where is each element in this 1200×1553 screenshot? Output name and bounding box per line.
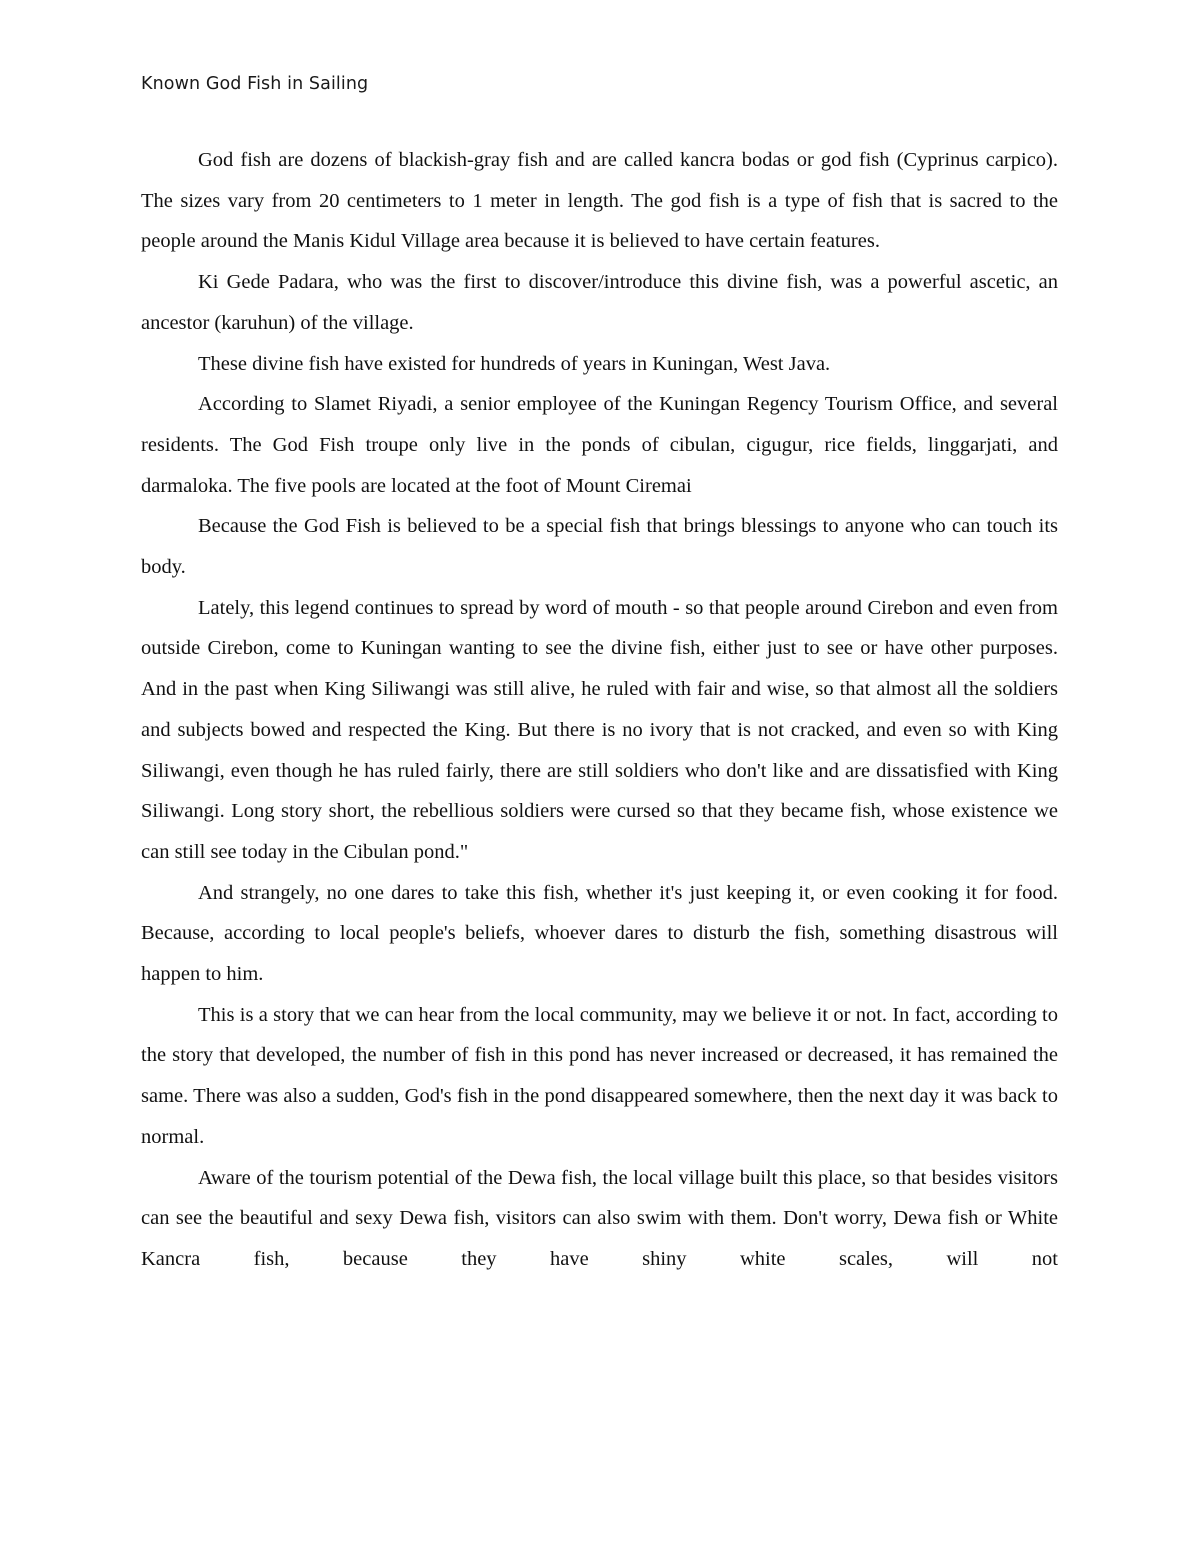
paragraph: Aware of the tourism potential of the Dewa fish, the local village built this place, so that besides visitors can see the beautiful and sexy Dewa fish, visitors can also swim with them. Don't worry, Dewa fish or White Kancra fish, because they have shiny white scales, will not xyxy=(141,1166,1058,1270)
paragraph: According to Slamet Riyadi, a senior employee of the Kuningan Regency Tourism Office, and several residents. The God Fish troupe only live in the ponds of cibulan, cigugur, rice fields, linggarjati, and darmaloka. The five pools are located at the foot of Mount Ciremai xyxy=(141,393,1058,497)
paragraph: This is a story that we can hear from the local community, may we believe it or not. In fact, according to the story that developed, the number of fish in this pond has never increased or decreased, it has remained the same. There was also a sudden, God's fish in the pond disappeared somewhere, then the next day it was back to normal. xyxy=(141,1003,1058,1148)
paragraph: Lately, this legend continues to spread by word of mouth - so that people around Cirebon and even from outside Cirebon, come to Kuningan wanting to see the divine fish, either just to see or have other purposes. And in the past when King Siliwangi was still alive, he ruled with fair and wise, so that almost all the soldiers and subjects bowed and respected the King. But there is no ivory that is not cracked, and even so with King Siliwangi, even though he has ruled fairly, there are still soldiers who don't like and are dissatisfied with King Siliwangi. Long story short, the rebellious soldiers were cursed so that they became fish, whose existence we can still see today in the Cibulan pond." xyxy=(141,596,1058,863)
paragraph: God fish are dozens of blackish-gray fish and are called kancra bodas or god fish (Cyprinus carpico). The sizes vary from 20 centimeters to 1 meter in length. The god fish is a type of fish that is sacred to the people around the Manis Kidul Village area because it is believed to have certain features. xyxy=(141,149,1058,253)
paragraph: Because the God Fish is believed to be a special fish that brings blessings to anyone who can touch its body. xyxy=(141,515,1058,579)
page-header: Known God Fish in Sailing xyxy=(141,74,369,94)
document-body xyxy=(141,140,1058,1280)
paragraph: These divine fish have existed for hundreds of years in Kuningan, West Java. xyxy=(198,352,831,375)
paragraph: And strangely, no one dares to take this fish, whether it's just keeping it, or even cooking it for food. Because, according to local people's beliefs, whoever dares to disturb the fish, something disastrous will happen to him. xyxy=(141,881,1058,986)
paragraph: Ki Gede Padara, who was the first to discover/introduce this divine fish, was a powerful ascetic, an ancestor (karuhun) of the village. xyxy=(141,271,1058,334)
